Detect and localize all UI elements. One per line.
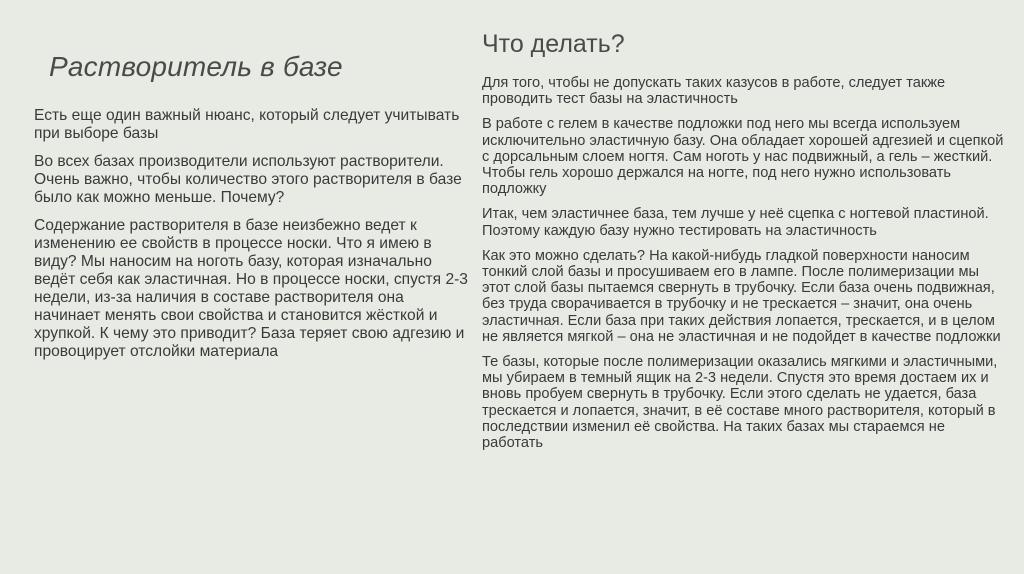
left-body [34, 107, 474, 371]
right-paragraph: Те базы, которые после полимеризации оказались мягкими и эластичными, мы убираем в темный ящик на 2-3 недели. Спустя это время достаем их и вновь пробуем свернуть в трубочку. Если этого сделать не удается, база трескается и лопается, значит, в её составе много растворителя, который в последствии изменил её свойства. На таких базах мы стараемся не работать [482, 354, 998, 452]
right-paragraph: В работе с гелем в качестве подложки под него мы всегда используем исключительно эластичную базу. Она обладает хорошей адгезией и сцепкой с дорсальным слоем ногтя. Сам ноготь у нас подвижный, а гель – жесткий. Чтобы гель хорошо держался на ногте, под него нужно использовать подложку [482, 116, 1004, 198]
left-paragraph: Во всех базах производители используют растворители. Очень важно, чтобы количество этого растворителя в базе было как можно меньше. Почему? [34, 153, 462, 206]
left-paragraph: Есть еще один важный нюанс, который следует учитывать при выборе базы [34, 107, 460, 142]
left-paragraph: Содержание растворителя в базе неизбежно ведет к изменению ее свойств в процессе носки. Что я имею в виду? Мы наносим на ноготь базу, которая изначально ведёт себя как эластичная. Но в процессе носки, спустя 2-3 недели, из-за наличия в составе растворителя она начинает менять свои свойства и становится жёсткой и хрупкой. К чему это приводит? База теряет свою адгезию и провоцирует отслойки материала [34, 217, 468, 360]
right-title: Что делать? [482, 30, 625, 58]
right-paragraph: Итак, чем эластичнее база, тем лучше у неё сцепка с ногтевой пластиной. Поэтому каждую базу нужно тестировать на эластичность [482, 206, 989, 239]
right-paragraph: Для того, чтобы не допускать таких казусов в работе, следует также проводить тест базы на эластичность [482, 75, 946, 108]
right-paragraph: Как это можно сделать? На какой-нибудь гладкой поверхности наносим тонкий слой базы и просушиваем его в лампе. После полимеризации мы этот слой базы пытаемся свернуть в трубочку. Если база очень подвижная, без труда сворачивается в трубочку и не трескается – значит, она очень эластичная. Если база при таких действия лопается, трескается, и в целом не является мягкой – она не эластичная и не подойдет в качестве подложки [482, 247, 1001, 345]
right-body [482, 75, 1008, 460]
left-title: Растворитель в базе [49, 51, 343, 82]
